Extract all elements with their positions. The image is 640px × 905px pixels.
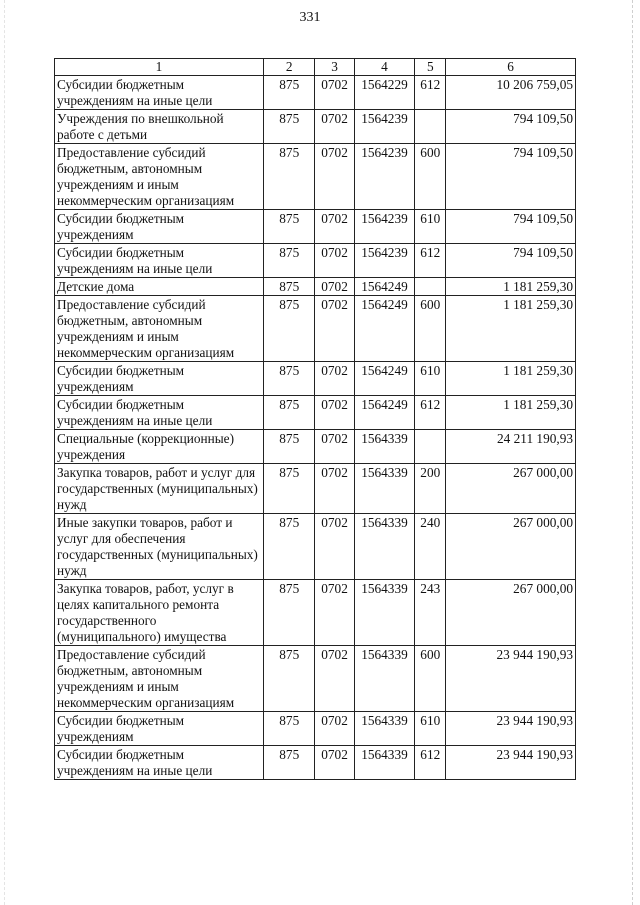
cell-target: 1564339 [354, 746, 415, 780]
cell-amount: 794 109,50 [446, 110, 576, 144]
cell-name: Субсидии бюджетным учреждениям на иные цели [55, 746, 264, 780]
column-header-5: 5 [415, 59, 446, 76]
cell-amount: 23 944 190,93 [446, 712, 576, 746]
cell-target: 1564239 [354, 244, 415, 278]
table-row [55, 210, 576, 244]
cell-type: 243 [415, 580, 446, 646]
cell-name: Закупка товаров, работ, услуг в целях капитального ремонта государственного (муниципального) имущества [55, 580, 264, 646]
cell-section: 0702 [315, 396, 354, 430]
cell-target: 1564249 [354, 362, 415, 396]
cell-target: 1564239 [354, 210, 415, 244]
cell-grbs: 875 [264, 144, 315, 210]
cell-grbs: 875 [264, 712, 315, 746]
cell-target: 1564339 [354, 646, 415, 712]
table-row [55, 746, 576, 780]
cell-name: Детские дома [55, 278, 264, 296]
cell-type [415, 278, 446, 296]
budget-table-container [54, 58, 576, 780]
cell-type: 610 [415, 210, 446, 244]
cell-name: Предоставление субсидий бюджетным, автономным учреждениям и иным некоммерческим организациям [55, 144, 264, 210]
cell-target: 1564339 [354, 464, 415, 514]
cell-grbs: 875 [264, 278, 315, 296]
table-body [55, 76, 576, 780]
cell-section: 0702 [315, 76, 354, 110]
cell-amount: 24 211 190,93 [446, 430, 576, 464]
cell-grbs: 875 [264, 430, 315, 464]
cell-grbs: 875 [264, 296, 315, 362]
cell-section: 0702 [315, 144, 354, 210]
cell-type: 600 [415, 296, 446, 362]
cell-amount: 23 944 190,93 [446, 646, 576, 712]
cell-grbs: 875 [264, 76, 315, 110]
column-header-4: 4 [354, 59, 415, 76]
cell-name: Предоставление субсидий бюджетным, автономным учреждениям и иным некоммерческим организациям [55, 646, 264, 712]
cell-section: 0702 [315, 464, 354, 514]
cell-type: 610 [415, 362, 446, 396]
budget-table [54, 58, 576, 780]
cell-name: Закупка товаров, работ и услуг для государственных (муниципальных) нужд [55, 464, 264, 514]
cell-grbs: 875 [264, 396, 315, 430]
cell-grbs: 875 [264, 514, 315, 580]
table-row [55, 396, 576, 430]
cell-type: 240 [415, 514, 446, 580]
table-header [55, 59, 576, 76]
cell-amount: 267 000,00 [446, 514, 576, 580]
cell-amount: 1 181 259,30 [446, 396, 576, 430]
cell-section: 0702 [315, 110, 354, 144]
cell-type [415, 430, 446, 464]
scan-edge-right [632, 0, 634, 905]
cell-name: Субсидии бюджетным учреждениям на иные цели [55, 244, 264, 278]
cell-type: 600 [415, 646, 446, 712]
column-header-2: 2 [264, 59, 315, 76]
cell-amount: 794 109,50 [446, 210, 576, 244]
cell-grbs: 875 [264, 110, 315, 144]
cell-target: 1564239 [354, 144, 415, 210]
cell-section: 0702 [315, 646, 354, 712]
table-row [55, 362, 576, 396]
cell-amount: 1 181 259,30 [446, 278, 576, 296]
cell-target: 1564229 [354, 76, 415, 110]
cell-target: 1564339 [354, 430, 415, 464]
cell-section: 0702 [315, 580, 354, 646]
table-row [55, 430, 576, 464]
cell-type: 200 [415, 464, 446, 514]
table-row [55, 646, 576, 712]
cell-section: 0702 [315, 210, 354, 244]
cell-target: 1564239 [354, 110, 415, 144]
column-header-6: 6 [446, 59, 576, 76]
cell-grbs: 875 [264, 646, 315, 712]
cell-section: 0702 [315, 362, 354, 396]
cell-type: 600 [415, 144, 446, 210]
cell-type: 612 [415, 746, 446, 780]
header-row [55, 59, 576, 76]
cell-grbs: 875 [264, 746, 315, 780]
cell-name: Учреждения по внешкольной работе с детьми [55, 110, 264, 144]
cell-target: 1564249 [354, 296, 415, 362]
cell-amount: 267 000,00 [446, 464, 576, 514]
cell-section: 0702 [315, 430, 354, 464]
cell-name: Субсидии бюджетным учреждениям на иные цели [55, 76, 264, 110]
cell-grbs: 875 [264, 244, 315, 278]
cell-target: 1564249 [354, 278, 415, 296]
cell-target: 1564339 [354, 514, 415, 580]
cell-amount: 794 109,50 [446, 144, 576, 210]
cell-section: 0702 [315, 514, 354, 580]
table-row [55, 514, 576, 580]
table-row [55, 76, 576, 110]
cell-grbs: 875 [264, 210, 315, 244]
cell-section: 0702 [315, 712, 354, 746]
page-number: 331 [299, 10, 321, 25]
cell-name: Субсидии бюджетным учреждениям [55, 210, 264, 244]
table-row [55, 580, 576, 646]
table-row [55, 144, 576, 210]
cell-type: 612 [415, 396, 446, 430]
cell-section: 0702 [315, 244, 354, 278]
table-row [55, 244, 576, 278]
cell-section: 0702 [315, 746, 354, 780]
cell-grbs: 875 [264, 580, 315, 646]
table-row [55, 712, 576, 746]
cell-target: 1564339 [354, 580, 415, 646]
cell-amount: 1 181 259,30 [446, 296, 576, 362]
cell-section: 0702 [315, 278, 354, 296]
table-row [55, 296, 576, 362]
cell-amount: 267 000,00 [446, 580, 576, 646]
cell-amount: 10 206 759,05 [446, 76, 576, 110]
cell-name: Субсидии бюджетным учреждениям [55, 712, 264, 746]
column-header-1: 1 [55, 59, 264, 76]
cell-amount: 23 944 190,93 [446, 746, 576, 780]
cell-grbs: 875 [264, 362, 315, 396]
cell-amount: 794 109,50 [446, 244, 576, 278]
cell-type: 612 [415, 244, 446, 278]
cell-target: 1564249 [354, 396, 415, 430]
cell-section: 0702 [315, 296, 354, 362]
cell-name: Субсидии бюджетным учреждениям на иные цели [55, 396, 264, 430]
cell-grbs: 875 [264, 464, 315, 514]
cell-name: Субсидии бюджетным учреждениям [55, 362, 264, 396]
cell-name: Специальные (коррекционные) учреждения [55, 430, 264, 464]
cell-name: Предоставление субсидий бюджетным, автономным учреждениям и иным некоммерческим организациям [55, 296, 264, 362]
column-header-3: 3 [315, 59, 354, 76]
scan-edge-left [4, 0, 6, 905]
cell-target: 1564339 [354, 712, 415, 746]
table-row [55, 110, 576, 144]
cell-name: Иные закупки товаров, работ и услуг для обеспечения государственных (муниципальных) нужд [55, 514, 264, 580]
table-row [55, 278, 576, 296]
cell-type [415, 110, 446, 144]
cell-type: 610 [415, 712, 446, 746]
table-row [55, 464, 576, 514]
cell-type: 612 [415, 76, 446, 110]
cell-amount: 1 181 259,30 [446, 362, 576, 396]
